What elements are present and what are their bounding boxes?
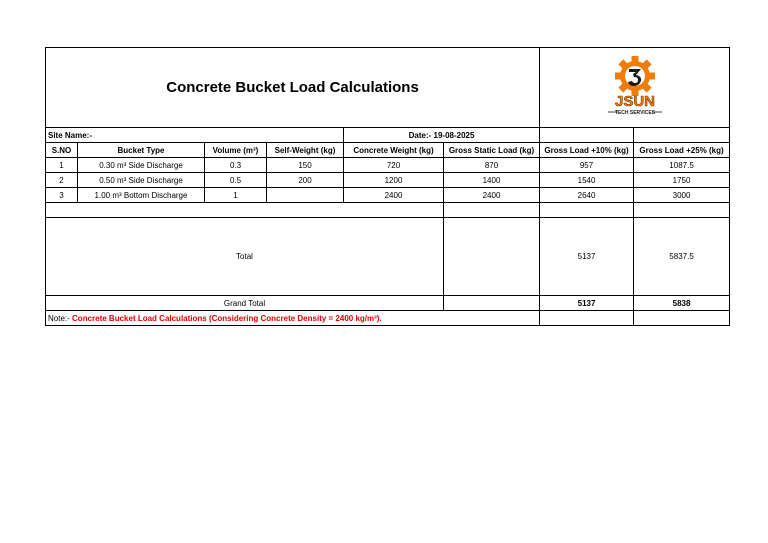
header-gross-10: Gross Load +10% (kg) [540,143,634,158]
cell-self-weight: 150 [267,158,344,173]
grand-total-gross-10: 5137 [540,296,634,311]
cell-concrete-weight: 2400 [344,188,444,203]
table-row [46,173,730,188]
table-row [46,158,730,173]
date-label: Date:- 19-08-2025 [344,128,540,143]
grand-total-label: Grand Total [46,296,444,311]
note-cell [46,311,540,326]
cell-gross-10: 2640 [540,188,634,203]
cell-volume: 0.3 [205,158,267,173]
empty-cell [634,128,730,143]
empty-cell [444,203,540,218]
cell-concrete-weight: 1200 [344,173,444,188]
header-row [46,143,730,158]
header-gross-25: Gross Load +25% (kg) [634,143,730,158]
site-name-label: Site Name:- [46,128,344,143]
load-table [45,47,730,326]
grand-total-row [46,296,730,311]
cell-sno: 1 [46,158,78,173]
empty-cell [444,218,540,296]
table-row [46,188,730,203]
header-bucket-type: Bucket Type [78,143,205,158]
note-text: Concrete Bucket Load Calculations (Considering Concrete Density = 2400 kg/m³). [72,313,382,323]
cell-self-weight: 200 [267,173,344,188]
cell-gross-25: 1087.5 [634,158,730,173]
cell-gross-10: 957 [540,158,634,173]
empty-cell [540,203,634,218]
header-self-weight: Self-Weight (kg) [267,143,344,158]
empty-cell [634,203,730,218]
empty-cell [540,311,634,326]
total-gross-10: 5137 [540,218,634,296]
cell-self-weight [267,188,344,203]
empty-cell [46,203,444,218]
empty-cell [634,311,730,326]
cell-sno: 2 [46,173,78,188]
cell-gross-static: 1400 [444,173,540,188]
jsun-logo-icon [580,56,690,118]
calculation-sheet [45,47,729,326]
cell-bucket-type: 0.30 m³ Side Discharge [78,158,205,173]
blank-row [46,203,730,218]
header-concrete-weight: Concrete Weight (kg) [344,143,444,158]
logo-wordmark: JSUN [614,92,655,110]
total-label: Total [46,218,444,296]
header-sno: S.NO [46,143,78,158]
cell-gross-25: 3000 [634,188,730,203]
company-logo [540,48,730,128]
header-volume: Volume (m³) [205,143,267,158]
grand-total-gross-25: 5838 [634,296,730,311]
cell-sno: 3 [46,188,78,203]
cell-gross-10: 1540 [540,173,634,188]
cell-bucket-type: 1.00 m³ Bottom Discharge [78,188,205,203]
cell-gross-static: 2400 [444,188,540,203]
note-row [46,311,730,326]
cell-bucket-type: 0.50 m³ Side Discharge [78,173,205,188]
empty-cell [444,296,540,311]
total-row [46,218,730,296]
header-gross-static: Gross Static Load (kg) [444,143,540,158]
cell-gross-25: 1750 [634,173,730,188]
logo-tagline: TECH SERVICES [614,109,655,116]
cell-concrete-weight: 720 [344,158,444,173]
cell-gross-static: 870 [444,158,540,173]
empty-cell [540,128,634,143]
note-prefix: Note:- [48,313,70,323]
cell-volume: 0.5 [205,173,267,188]
sheet-title: Concrete Bucket Load Calculations [46,48,540,128]
total-gross-25: 5837.5 [634,218,730,296]
cell-volume: 1 [205,188,267,203]
